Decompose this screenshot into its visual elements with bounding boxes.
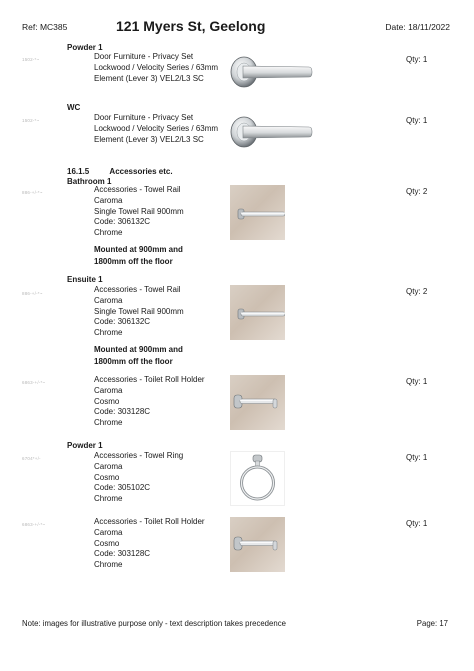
document-date: Date: 18/11/2022	[385, 22, 450, 32]
description-line: Accessories - Toilet Roll Holder	[94, 517, 205, 526]
quantity: Qty: 1	[406, 377, 428, 386]
item-code: 1502-*~	[22, 118, 40, 123]
item-code: 6863-+/-*~	[22, 380, 46, 385]
item-description	[94, 113, 218, 145]
disclaimer-note: Note: images for illustrative purpose only - text description takes precedence	[22, 619, 286, 628]
description-line: Cosmo	[94, 472, 120, 482]
description-line: Lockwood / Velocity Series / 63mm	[94, 62, 219, 72]
description-line: Single Towel Rail 900mm	[94, 206, 184, 216]
quantity: Qty: 2	[406, 287, 428, 296]
towel-rail-image	[230, 285, 285, 340]
description-line: Accessories - Toilet Roll Holder	[94, 375, 205, 384]
description-line: Accessories - Towel Rail	[94, 185, 181, 194]
reference-number: Ref: MC385	[22, 22, 68, 32]
item-description	[94, 52, 218, 84]
item-description	[94, 185, 184, 239]
mounting-note	[94, 244, 183, 267]
description-line: Single Towel Rail 900mm	[94, 306, 184, 316]
description-line: Chrome	[94, 228, 123, 238]
note-line: 1800mm off the floor	[94, 256, 173, 266]
description-line: Code: 303128C	[94, 549, 151, 559]
description-line: Lockwood / Velocity Series / 63mm	[94, 123, 219, 133]
item-code: 1502-*~	[22, 57, 40, 62]
description-line: Cosmo	[94, 538, 120, 548]
description-line: Code: 305102C	[94, 483, 151, 493]
description-line: Caroma	[94, 527, 123, 537]
description-line: Code: 303128C	[94, 407, 151, 417]
note-line: 1800mm off the floor	[94, 356, 173, 366]
room-heading: Powder 1	[67, 441, 103, 450]
quantity: Qty: 2	[406, 187, 428, 196]
description-line: Accessories - Towel Ring	[94, 451, 184, 460]
item-description	[94, 285, 184, 339]
quantity: Qty: 1	[406, 453, 428, 462]
quantity: Qty: 1	[406, 116, 428, 125]
description-line: Chrome	[94, 418, 123, 428]
quantity: Qty: 1	[406, 519, 428, 528]
description-line: Accessories - Towel Rail	[94, 285, 181, 294]
item-description	[94, 375, 205, 429]
page-title: 121 Myers St, Geelong	[116, 18, 266, 34]
description-line: Door Furniture - Privacy Set	[94, 52, 194, 61]
description-line: Door Furniture - Privacy Set	[94, 113, 194, 122]
item-description	[94, 517, 205, 571]
section-title: Accessories etc.	[109, 167, 173, 176]
item-description	[94, 451, 183, 505]
room-heading: Bathroom 1	[67, 177, 112, 186]
description-line: Caroma	[94, 461, 123, 471]
note-line: Mounted at 900mm and	[94, 345, 183, 354]
item-code: 886-+/-*~	[22, 190, 43, 195]
section-number: 16.1.5	[67, 167, 90, 176]
room-heading: Powder 1	[67, 43, 103, 52]
description-line: Element (Lever 3) VEL2/L3 SC	[94, 73, 204, 83]
item-code: 6863-+/-*~	[22, 522, 46, 527]
page-number: Page: 17	[416, 619, 448, 628]
description-line: Caroma	[94, 195, 123, 205]
mounting-note	[94, 344, 183, 367]
towel-ring-image	[230, 451, 285, 506]
room-heading: Ensuite 1	[67, 275, 103, 284]
description-line: Cosmo	[94, 396, 120, 406]
description-line: Caroma	[94, 295, 123, 305]
item-code: 886-+/-*~	[22, 291, 43, 296]
description-line: Caroma	[94, 385, 123, 395]
description-line: Chrome	[94, 494, 123, 504]
description-line: Chrome	[94, 560, 123, 570]
description-line: Code: 306132C	[94, 217, 151, 227]
toilet-roll-holder-image	[230, 517, 285, 572]
toilet-roll-holder-image	[230, 375, 285, 430]
lever-handle-image	[229, 114, 313, 150]
page-header	[0, 0, 474, 40]
description-line: Code: 306132C	[94, 317, 151, 327]
item-code: 6704*+/-	[22, 456, 41, 461]
lever-handle-image	[229, 54, 313, 90]
towel-rail-image	[230, 185, 285, 240]
room-heading: WC	[67, 103, 81, 112]
section-heading	[67, 167, 173, 176]
note-line: Mounted at 900mm and	[94, 245, 183, 254]
quantity: Qty: 1	[406, 55, 428, 64]
description-line: Element (Lever 3) VEL2/L3 SC	[94, 134, 204, 144]
description-line: Chrome	[94, 328, 123, 338]
